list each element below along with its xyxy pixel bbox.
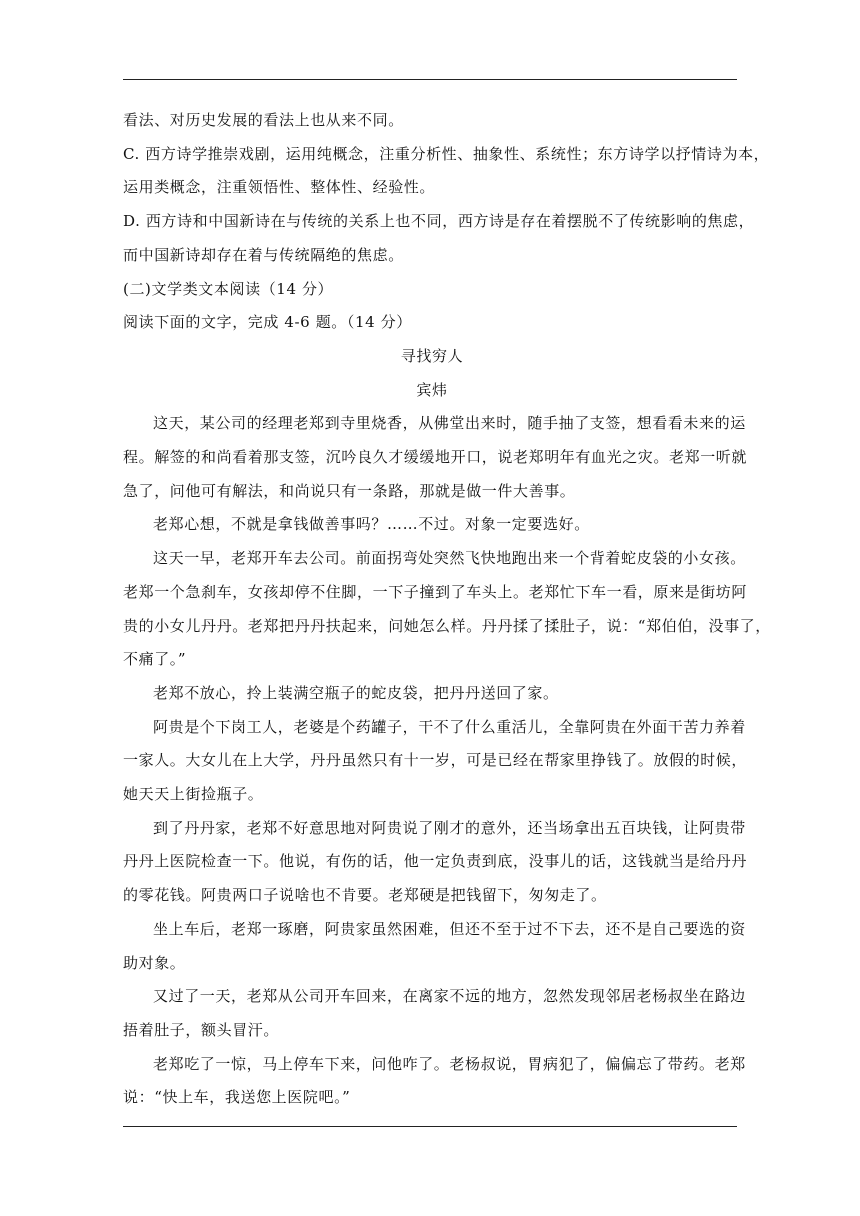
story-paragraph xyxy=(123,711,748,812)
story-paragraph xyxy=(123,812,748,913)
paragraph-line: 的零花钱。阿贵两口子说啥也不肯要。老郑硬是把钱留下，匆匆走了。 xyxy=(123,886,607,905)
paragraph-line: 到了丹丹家，老郑不好意思地对阿贵说了刚才的意外，还当场拿出五百块钱，让阿贵带 xyxy=(153,818,746,837)
paragraph-line: 程。解签的和尚看着那支签，沉吟良久才缓缓地开口，说老郑明年有血光之灾。老郑一听就 xyxy=(123,448,748,467)
story-body xyxy=(123,407,771,1115)
section-heading: (二)文学类文本阅读（14 分） xyxy=(123,279,334,298)
story-paragraph xyxy=(123,980,746,1047)
document-body xyxy=(123,104,771,1115)
paragraph-line: 急了，问他可有解法，和尚说只有一条路，那就是做一件大善事。 xyxy=(123,481,576,500)
option-d-line-1: D. 西方诗和中国新诗在与传统的关系上也不同，西方诗是存在着摆脱不了传统影响的焦虑， xyxy=(123,212,755,231)
story-paragraph xyxy=(123,1048,746,1115)
paragraph-line: 老郑不放心，拎上装满空瓶子的蛇皮袋，把丹丹送回了家。 xyxy=(153,683,559,702)
option-d-line-2: 而中国新诗却存在着与传统隔绝的焦虑。 xyxy=(123,245,404,264)
story-paragraph xyxy=(123,508,741,542)
story-paragraph xyxy=(123,913,746,980)
story-author: 宾炜 xyxy=(416,380,448,399)
option-c-line-2: 运用类概念，注重领悟性、整体性、经验性。 xyxy=(123,178,436,197)
paragraph-line: 不痛了。” xyxy=(123,650,187,669)
option-c xyxy=(123,138,770,205)
paragraph-line: 一家人。大女儿在上大学，丹丹虽然只有十一岁，可是已经在帮家里挣钱了。放假的时候， xyxy=(123,751,748,770)
paragraph-line: 这天，某公司的经理老郑到寺里烧香，从佛堂出来时，随手抽了支签，想看看未来的运 xyxy=(153,414,746,433)
paragraph-line: 老郑心想，不就是拿钱做善事吗？……不过。对象一定要选好。 xyxy=(153,515,590,534)
story-paragraph xyxy=(123,677,741,711)
paragraph-line: 她天天上街捡瓶子。 xyxy=(123,785,264,804)
paragraph-line: 助对象。 xyxy=(123,953,186,972)
story-title: 寻找穷人 xyxy=(400,346,464,365)
header-rule xyxy=(123,79,737,80)
option-d xyxy=(123,205,755,272)
paragraph-line: 说：“快上车，我送您上医院吧。” xyxy=(123,1088,351,1107)
paragraph-line: 捂着肚子，额头冒汗。 xyxy=(123,1020,280,1039)
story-paragraph xyxy=(123,407,748,508)
paragraph-line: 丹丹上医院检查一下。他说，有伤的话，他一定负责到底，没事儿的话，这钱就当是给丹丹 xyxy=(123,852,748,871)
continued-line: 看法、对历史发展的看法上也从来不同。 xyxy=(123,111,404,129)
paragraph-line: 又过了一天，老郑从公司开车回来，在离家不远的地方，忽然发现邻居老杨叔坐在路边 xyxy=(153,987,746,1006)
paragraph-line: 这天一早，老郑开车去公司。前面拐弯处突然飞快地跑出来一个背着蛇皮袋的小女孩。 xyxy=(153,549,746,568)
section-instruction: 阅读下面的文字，完成 4-6 题。（14 分） xyxy=(123,313,412,332)
option-c-line-1: C. 西方诗学推崇戏剧，运用纯概念，注重分析性、抽象性、系统性；东方诗学以抒情诗为本， xyxy=(123,144,770,163)
paragraph-line: 坐上车后，老郑一琢磨，阿贵家虽然困难，但还不至于过不下去，还不是自己要选的资 xyxy=(153,919,746,938)
paragraph-line: 老郑吃了一惊，马上停车下来，问他咋了。老杨叔说，胃病犯了，偏偏忘了带药。老郑 xyxy=(153,1054,746,1073)
story-paragraph xyxy=(123,542,771,677)
paragraph-line: 阿贵是个下岗工人，老婆是个药罐子，干不了什么重活儿，全靠阿贵在外面干苦力养着 xyxy=(153,717,746,736)
paragraph-line: 贵的小女儿丹丹。老郑把丹丹扶起来，问她怎么样。丹丹揉了揉肚子，说：“郑伯伯，没事了， xyxy=(123,616,771,635)
footer-rule xyxy=(123,1126,737,1127)
paragraph-line: 老郑一个急刹车，女孩却停不住脚，一下子撞到了车头上。老郑忙下车一看，原来是街坊阿 xyxy=(123,582,748,601)
